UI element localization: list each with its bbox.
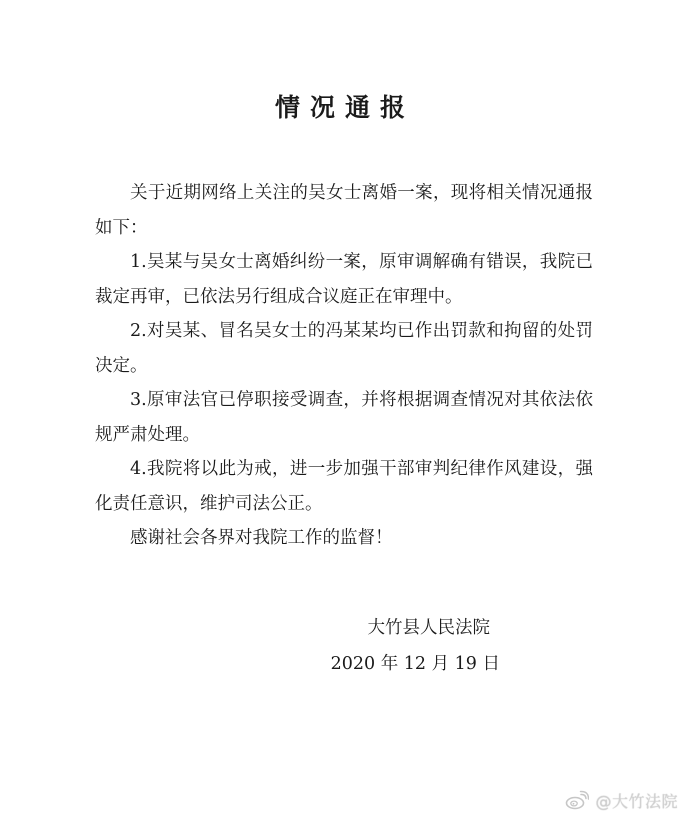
signature-organization: 大竹县人民法院 (367, 618, 490, 638)
paragraph-item-3: 3.原审法官已停职接受调查，并将根据调查情况对其依法依规严肃处理。 (95, 390, 593, 445)
paragraph-thanks: 感谢社会各界对我院工作的监督！ (130, 528, 393, 548)
signature-date: 2020 年 12 月 19 日 (330, 654, 500, 674)
paragraph-intro: 关于近期网络上关注的吴女士离婚一案，现将相关情况通报如下： (95, 183, 593, 238)
paragraph-item-2: 2.对吴某、冒名吴女士的冯某某均已作出罚款和拘留的处罚决定。 (95, 321, 593, 376)
watermark-text: @大竹法院 (595, 791, 678, 811)
paragraph-item-4: 4.我院将以此为戒，进一步加强干部审判纪律作风建设，强化责任意识，维护司法公正。 (95, 459, 593, 514)
weibo-watermark (565, 788, 678, 812)
document-title: 情况通报 (274, 93, 415, 122)
document-body (95, 176, 593, 556)
weibo-icon (565, 790, 589, 810)
paragraph-item-1: 1.吴某与吴女士离婚纠纷一案，原审调解确有错误，我院已裁定再审，已依法另行组成合议庭正在审理中。 (95, 252, 593, 307)
